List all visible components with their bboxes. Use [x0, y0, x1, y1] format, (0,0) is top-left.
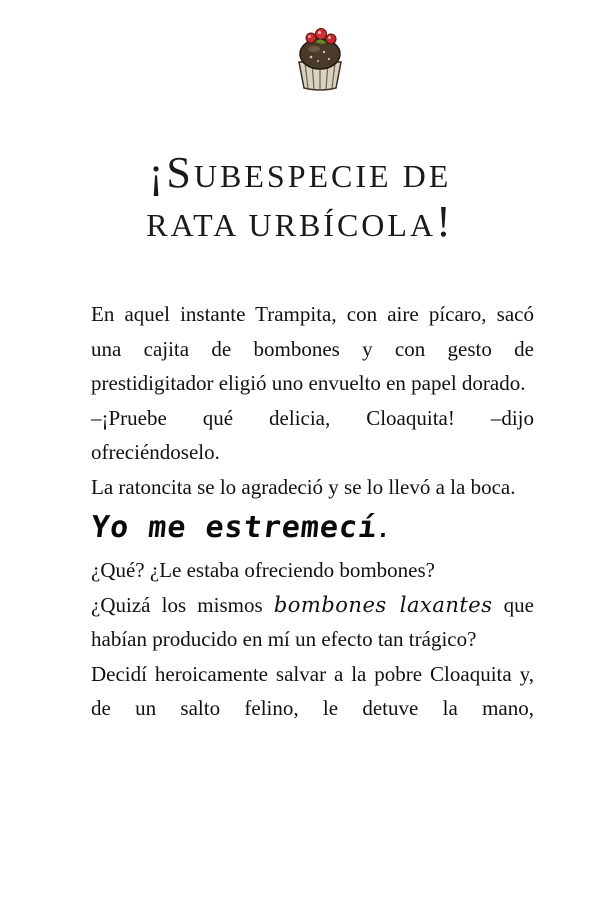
title-close-exclamation: ! — [436, 197, 454, 246]
paragraph-part: que habían producido en mí un efecto tan trágico? — [91, 592, 535, 651]
story-text — [91, 297, 534, 726]
title-line-1 — [0, 150, 600, 199]
paragraph — [91, 588, 534, 657]
title-initial-letter: S — [166, 148, 194, 197]
shout-punct: . — [375, 518, 393, 543]
paragraph: Decidí heroicamente salvar a la pobre Cloaquita y, de un salto felino, le detuve la mano, — [91, 661, 534, 720]
title-open-exclamation: ¡ — [148, 148, 167, 197]
chapter-title — [0, 150, 600, 248]
shout-text: Yo me estremecí — [89, 510, 379, 545]
title-line-2-text: RATA URBÍCOLA — [146, 207, 437, 243]
paragraph: En aquel instante Trampita, con aire pícaro, sacó una cajita de bombones y con gesto de prestidigitador eligió uno envuelto en papel dorado. — [91, 302, 534, 395]
emphasis-exclamation — [89, 508, 537, 551]
paragraph: La ratoncita se lo agradeció y se lo llevó a la boca. — [91, 474, 516, 499]
chocolate-bonbon-icon — [291, 22, 349, 92]
paragraph-part: ¿Quizá los mismos — [91, 592, 274, 617]
title-line-1-text: UBESPECIE DE — [193, 158, 452, 194]
title-line-2 — [0, 199, 600, 248]
paragraph: ¿Qué? ¿Le estaba ofreciendo bombones? — [91, 558, 435, 582]
paragraph: –¡Pruebe qué delicia, Cloaquita! –dijo ofreciéndoselo. — [91, 405, 534, 464]
emphasized-phrase: bombones laxantes — [273, 592, 493, 617]
